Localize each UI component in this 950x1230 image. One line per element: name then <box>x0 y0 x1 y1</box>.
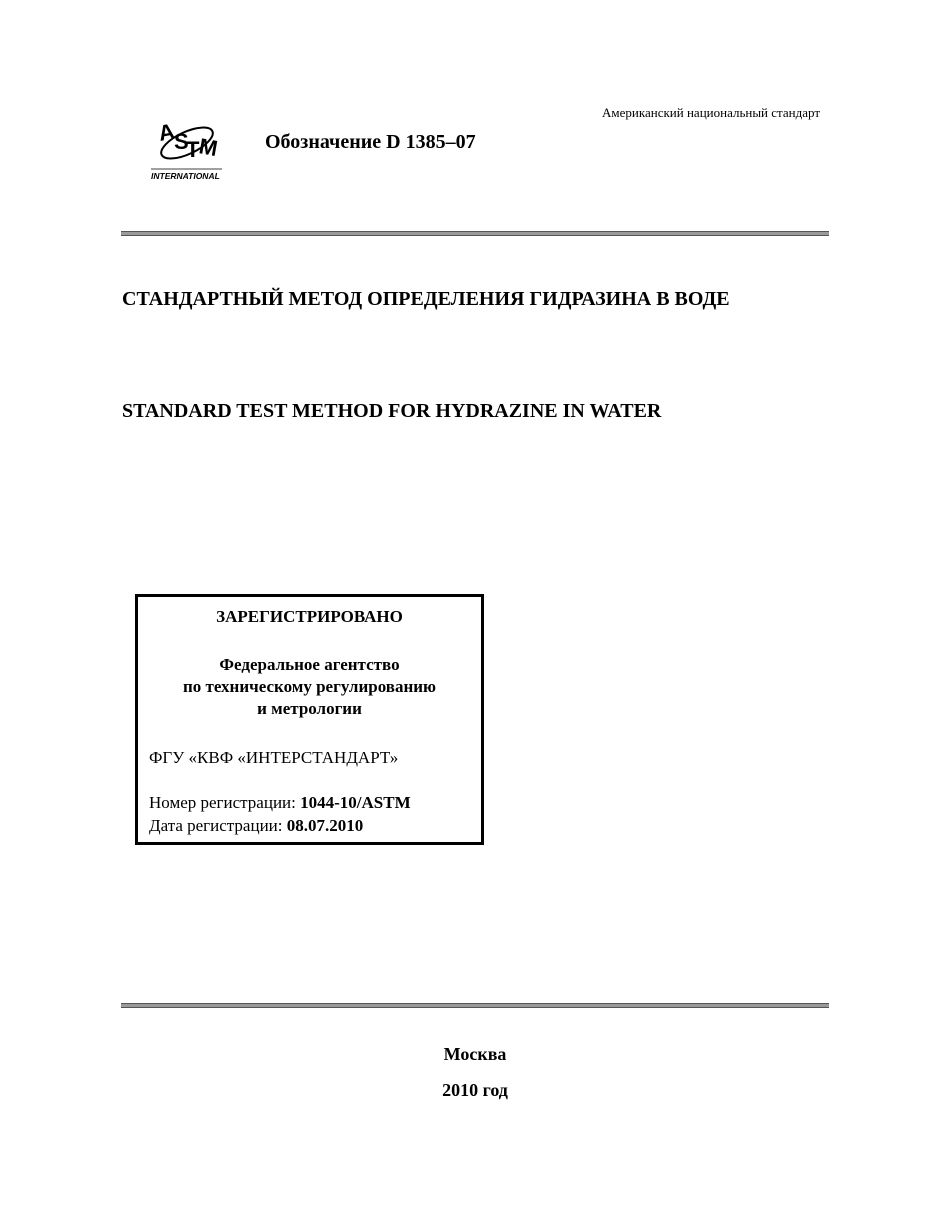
publication-year: 2010 год <box>442 1080 508 1100</box>
registration-box <box>135 594 484 845</box>
svg-text:M: M <box>197 133 220 162</box>
registration-number-label: Номер регистрации: <box>149 793 301 812</box>
registration-number-value: 1044-10/ASTM <box>300 793 411 812</box>
registration-date <box>149 816 363 836</box>
svg-text:S: S <box>174 129 189 154</box>
svg-text:T: T <box>186 137 200 162</box>
svg-text:INTERNATIONAL: INTERNATIONAL <box>151 171 220 181</box>
national-standard-note: Американский национальный стандарт <box>602 105 820 120</box>
registration-date-label: Дата регистрации: <box>149 816 287 835</box>
top-divider <box>121 231 829 236</box>
designation: Обозначение D 1385–07 <box>265 131 476 153</box>
registration-agency <box>138 654 481 720</box>
registration-number <box>149 793 411 813</box>
bottom-divider <box>121 1003 829 1008</box>
publication-city: Москва <box>443 1044 507 1064</box>
title-russian: СТАНДАРТНЫЙ МЕТОД ОПРЕДЕЛЕНИЯ ГИДРАЗИНА В ВОДЕ <box>122 288 730 310</box>
agency-line: Федеральное агентство <box>219 655 400 674</box>
agency-line: и метрологии <box>257 699 362 718</box>
astm-international-logo <box>148 113 226 185</box>
registration-organization: ФГУ «КВФ «ИНТЕРСТАНДАРТ» <box>149 748 399 767</box>
registration-heading: ЗАРЕГИСТРИРОВАНО <box>216 607 403 626</box>
registration-date-value: 08.07.2010 <box>286 816 364 835</box>
agency-line: по техническому регулированию <box>182 677 437 696</box>
title-english: STANDARD TEST METHOD FOR HYDRAZINE IN WATER <box>122 400 662 422</box>
svg-text:A: A <box>156 118 177 146</box>
